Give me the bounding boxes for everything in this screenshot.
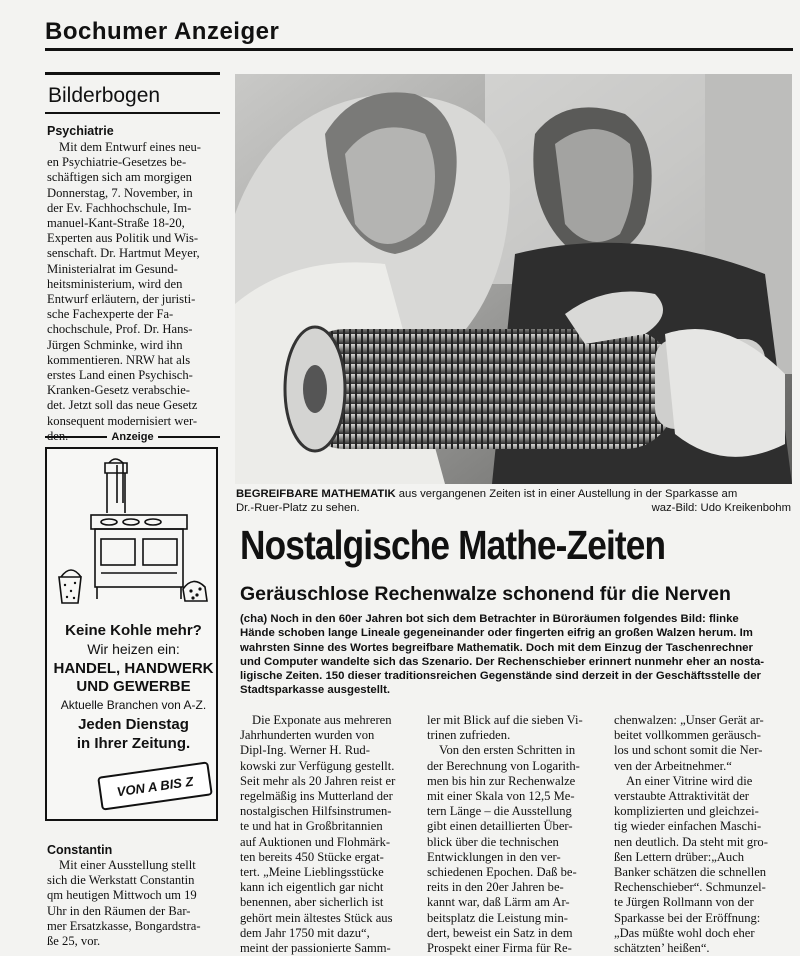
masthead: Bochumer Anzeiger xyxy=(45,18,280,45)
text-line: kann ich eigentlich gar nicht xyxy=(240,880,384,895)
lead-line: Stadtsparkasse ausgestellt. xyxy=(240,684,391,697)
text-line: schiedenen Epochen. Daß be- xyxy=(427,865,577,880)
text-line: Dipl-Ing. Werner H. Rud- xyxy=(240,743,370,758)
ad-label-text: Anzeige xyxy=(111,431,154,443)
text-line: blick über die technischen xyxy=(427,834,559,849)
ad-logo xyxy=(97,761,213,810)
text-line: nen deutlich. Da steht mit gro- xyxy=(614,834,768,849)
text-line: beitsplatz die Leistung min- xyxy=(427,910,568,925)
text-line: Von den ersten Schritten in xyxy=(439,743,576,758)
text-line: der Ev. Fachhochschule, Im- xyxy=(47,200,192,215)
ad-line-6: Jeden Dienstag xyxy=(78,716,189,733)
text-line: Entwicklungen in den ver- xyxy=(427,849,561,864)
text-line: benennen, aber sicherlich ist xyxy=(240,895,384,910)
text-line: heitsministerium, wird den xyxy=(47,276,183,291)
ad-line-2: Wir heizen ein: xyxy=(87,641,180,657)
ad-line-5: Aktuelle Branchen von A-Z. xyxy=(60,698,207,712)
section-rule-bottom xyxy=(45,112,220,114)
text-line: te und hat in Großbritannien xyxy=(240,819,383,834)
text-line: mer Ersatzkasse, Bongardstra- xyxy=(47,918,201,933)
text-line: Banker schätzen die schnellen xyxy=(614,865,767,880)
text-line: schätzten’ heißen“. xyxy=(614,941,710,956)
text-line: mit einer Skala von 12,5 Me- xyxy=(427,789,575,804)
text-line: komplizierten und gleichzei- xyxy=(614,804,759,819)
subheadline: Geräuschlose Rechenwalze schonend für die Nerven xyxy=(240,583,731,605)
article-column-3 xyxy=(614,713,792,956)
text-line: Prospekt einer Firma für Re- xyxy=(427,941,572,956)
psychiatrie-body xyxy=(47,140,218,444)
text-line: sich die Werkstatt Constantin xyxy=(47,873,195,888)
text-line: det. Jetzt soll das neue Gesetz xyxy=(47,398,198,413)
lead-line: (cha) Noch in den 60er Jahren bot sich dem Betrachter in Büroräumen folgendes Bild: flinke xyxy=(240,613,739,625)
lead-line: und Computer wandelte sich das Szenario. Der Rechenschieber erinnert nunmehr eher an nosta- xyxy=(240,655,765,668)
text-line: gehört mein ältestes Stück aus xyxy=(240,910,393,925)
text-line: Sparkasse bei der Eröffnung: xyxy=(614,910,761,925)
ad-label xyxy=(45,428,220,443)
text-line: Ministerialrat im Gesund- xyxy=(47,261,178,276)
text-line: Mit einer Ausstellung stellt xyxy=(59,858,196,872)
text-line: tert. „Meine Lieblingsstücke xyxy=(240,865,384,880)
ad-logo-text: VON A BIS Z xyxy=(115,773,195,799)
text-line: trinen zufrieden. xyxy=(427,728,511,743)
text-line: kannt war, daß Lärm am Ar- xyxy=(427,895,570,910)
psychiatrie-kicker: Psychiatrie xyxy=(47,124,114,138)
text-line: ven der Arbeitnehmer.“ xyxy=(614,758,732,773)
text-line: ten bereits 450 Stücke ergat- xyxy=(240,849,384,864)
text-line: Kranken-Gesetz verabschie- xyxy=(47,383,191,398)
text-line: der Berechnung von Logarith- xyxy=(427,758,580,773)
text-line: Jahrhunderten wurden von xyxy=(240,728,375,743)
text-line: te Jürgen Rollmann von der xyxy=(614,895,754,910)
headline: Nostalgische Mathe-Zeiten xyxy=(240,522,666,568)
text-line: men bis hin zur Rechenwalze xyxy=(427,773,576,788)
section-rule-top xyxy=(45,72,220,75)
text-line: dem Jahr 1750 mit dazu“, xyxy=(240,925,370,940)
text-line: erstes Land einen Psychisch- xyxy=(47,368,193,383)
text-line: chochschule, Prof. Dr. Hans- xyxy=(47,322,193,337)
text-line: An einer Vitrine wird die xyxy=(626,773,753,788)
caption-line2: Dr.-Ruer-Platz zu sehen. xyxy=(236,502,360,514)
text-line: Entwurf erläutern, der juristi- xyxy=(47,292,196,307)
text-line: tern Länge – die Ausstellung xyxy=(427,804,572,819)
text-line: konsequent modernisiert wer- xyxy=(47,413,198,428)
text-line: Rechenschieber“. Schmunzel- xyxy=(614,880,766,895)
text-line: en Psychiatrie-Gesetzes be- xyxy=(47,155,187,170)
text-line: regelmäßig ins Mutterland der xyxy=(240,789,393,804)
caption-bold: BEGREIFBARE MATHEMATIK xyxy=(236,488,396,500)
text-line: manuel-Kant-Straße 18-20, xyxy=(47,216,185,231)
ad-line-7: in Ihrer Zeitung. xyxy=(76,735,191,752)
text-line: dert, beweist ein Satz in dem xyxy=(427,925,573,940)
ad-line-1: Keine Kohle mehr? xyxy=(65,622,202,639)
text-line: Mit dem Entwurf eines neu- xyxy=(59,140,201,154)
text-line: ße 25, vor. xyxy=(47,934,101,949)
text-line: reits in den 20er Jahren be- xyxy=(427,880,564,895)
oven-icon xyxy=(47,453,216,623)
text-line: den. xyxy=(47,428,69,443)
text-line: Jürgen Schminke, wird ihn xyxy=(47,337,183,352)
text-line: senschaft. Dr. Hartmut Meyer, xyxy=(47,246,200,261)
text-line: ler mit Blick auf die sieben Vi- xyxy=(427,713,583,727)
text-line: tig wieder einfachen Maschi- xyxy=(614,819,762,834)
text-line: „Das müßte wohl doch eher xyxy=(614,925,755,940)
lead-line: Hände schoben lange Lineale gegeneinander oder fingerten eifrig an großen Walzen herum. Im xyxy=(240,627,753,640)
text-line: Uhr in den Räumen der Bar- xyxy=(47,903,191,918)
text-line: gibt einen detaillierten Über- xyxy=(427,819,573,834)
photo-calculating-drum xyxy=(235,74,792,484)
lead-paragraph xyxy=(240,612,793,698)
text-line: Die Exponate aus mehreren xyxy=(252,713,392,727)
text-line: meint der passionierte Samm- xyxy=(240,941,391,956)
ad-line-4: UND GEWERBE xyxy=(76,678,191,695)
advertisement xyxy=(45,447,218,821)
text-line: kommentieren. NRW hat als xyxy=(47,352,191,367)
text-line: kowski zur Verfügung gestellt. xyxy=(240,758,395,773)
constantin-kicker: Constantin xyxy=(47,843,113,857)
text-line: Donnerstag, 7. November, in xyxy=(47,185,193,200)
caption-text: aus vergangenen Zeiten ist in einer Austellung in der Sparkasse am xyxy=(395,488,738,500)
text-line: qm heutigen Mittwoch um 19 xyxy=(47,888,197,903)
text-line: beitet vollkommen geräusch- xyxy=(614,728,761,743)
constantin-body xyxy=(47,858,218,949)
lead-line: ligische Zeiten. 150 dieser traditionsreichen Gegenstände sind derzeit in der Geschäftsstelle der xyxy=(240,670,761,683)
text-line: chenwalzen: „Unser Gerät ar- xyxy=(614,713,764,727)
text-line: ßen Lettern drüber:„Auch xyxy=(614,849,745,864)
lead-line: wahrsten Sinne des Wortes begreifbare Mathematik. Doch mit dem Einzug der Taschenrechner xyxy=(240,641,753,654)
section-title: Bilderbogen xyxy=(48,84,161,107)
text-line: Seit mehr als 20 Jahren reist er xyxy=(240,773,396,788)
masthead-rule xyxy=(45,48,793,51)
text-line: verstaubte Attraktivität der xyxy=(614,789,749,804)
article-column-2 xyxy=(427,713,598,956)
text-line: nostalgischen Hilfsinstrumen- xyxy=(240,804,392,819)
text-line: Experten aus Politik und Wis- xyxy=(47,231,199,246)
article-column-1 xyxy=(240,713,411,956)
text-line: auf Auktionen und Flohmärk- xyxy=(240,834,391,849)
text-line: schäftigen sich am morgigen xyxy=(47,170,192,185)
ad-line-3: HANDEL, HANDWERK xyxy=(53,660,214,677)
photo-credit: waz-Bild: Udo Kreikenbohm xyxy=(651,502,791,514)
text-line: los und schont somit die Ner- xyxy=(614,743,763,758)
text-line: sche Fachexperte der Fa- xyxy=(47,307,174,322)
photo-caption xyxy=(236,487,791,515)
